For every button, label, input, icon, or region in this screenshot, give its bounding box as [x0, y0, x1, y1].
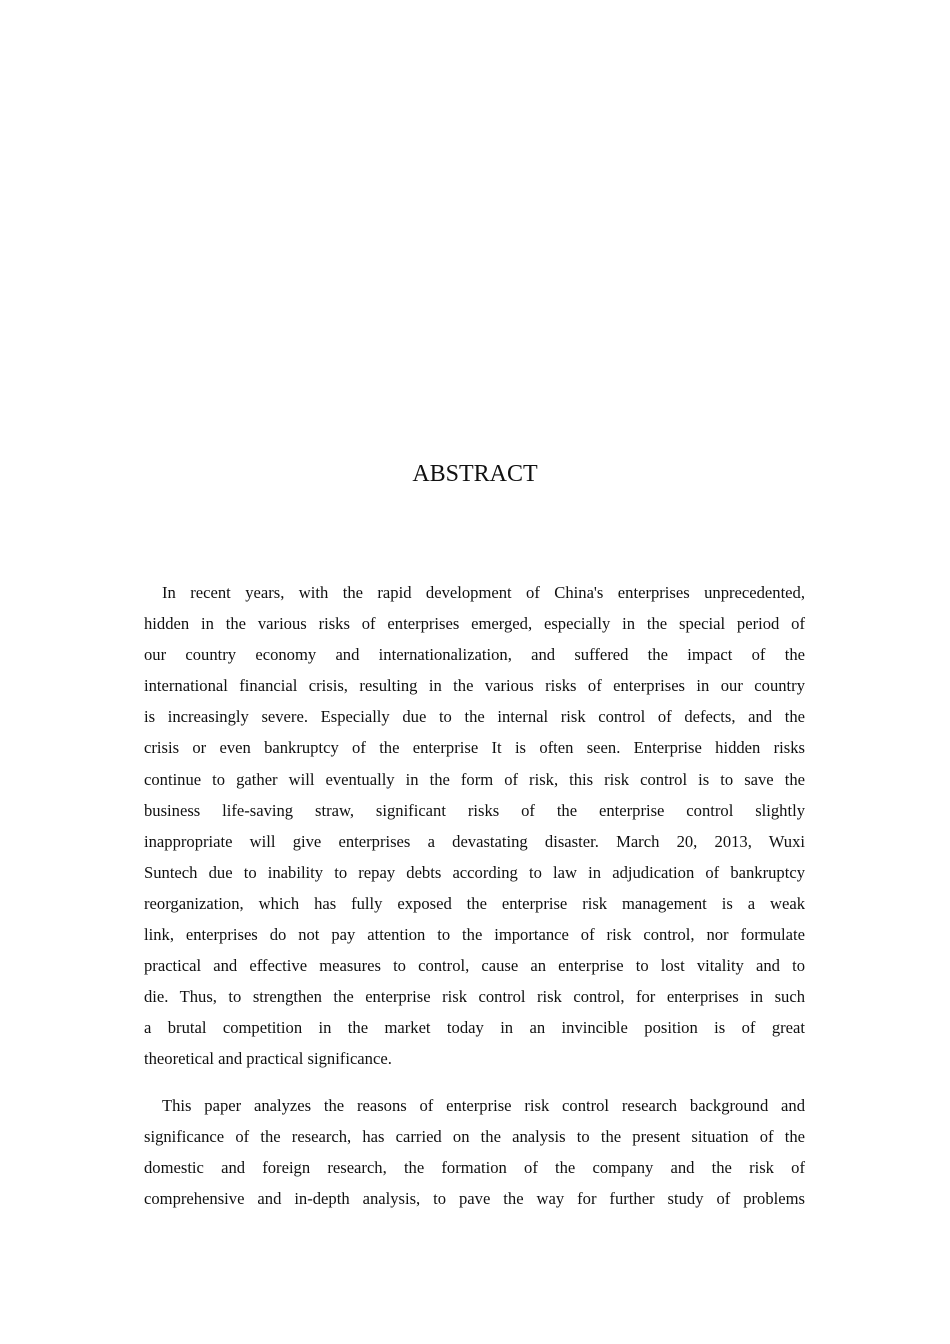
abstract-heading: ABSTRACT	[412, 461, 538, 487]
text-line: link, enterprises do not pay attention to the importance of risk control, nor formulate	[144, 925, 805, 945]
text-line: theoretical and practical significance.	[144, 1049, 392, 1069]
text-line: practical and effective measures to control, cause an enterprise to lost vitality and to	[144, 956, 805, 976]
text-line: international financial crisis, resulting in the various risks of enterprises in our country	[144, 676, 805, 696]
text-line: comprehensive and in-depth analysis, to pave the way for further study of problems	[144, 1189, 805, 1209]
text-line: a brutal competition in the market today in an invincible position is of great	[144, 1018, 805, 1038]
abstract-paragraph-1	[144, 577, 805, 1075]
abstract-paragraph-2	[144, 1090, 805, 1214]
text-line: continue to gather will eventually in the form of risk, this risk control is to save the	[144, 769, 805, 789]
text-line: This paper analyzes the reasons of enterprise risk control research background and	[162, 1096, 805, 1115]
text-line: our country economy and internationalization, and suffered the impact of the	[144, 645, 805, 665]
text-line: domestic and foreign research, the formation of the company and the risk of	[144, 1158, 805, 1178]
text-line: business life-saving straw, significant risks of the enterprise control slightly	[144, 800, 805, 820]
text-line: hidden in the various risks of enterprises emerged, especially in the special period of	[144, 614, 805, 634]
text-line: reorganization, which has fully exposed the enterprise risk management is a weak	[144, 893, 805, 913]
text-line: significance of the research, has carried on the analysis to the present situation of the	[144, 1127, 805, 1147]
text-line: Suntech due to inability to repay debts according to law in adjudication of bankruptcy	[144, 862, 805, 882]
text-line: crisis or even bankruptcy of the enterprise It is often seen. Enterprise hidden risks	[144, 738, 805, 758]
text-line: die. Thus, to strengthen the enterprise risk control risk control, for enterprises in such	[144, 987, 805, 1007]
text-line: inappropriate will give enterprises a devastating disaster. March 20, 2013, Wuxi	[144, 831, 805, 851]
text-line: In recent years, with the rapid development of China's enterprises unprecedented,	[162, 583, 805, 602]
text-line: is increasingly severe. Especially due to the internal risk control of defects, and the	[144, 707, 805, 727]
